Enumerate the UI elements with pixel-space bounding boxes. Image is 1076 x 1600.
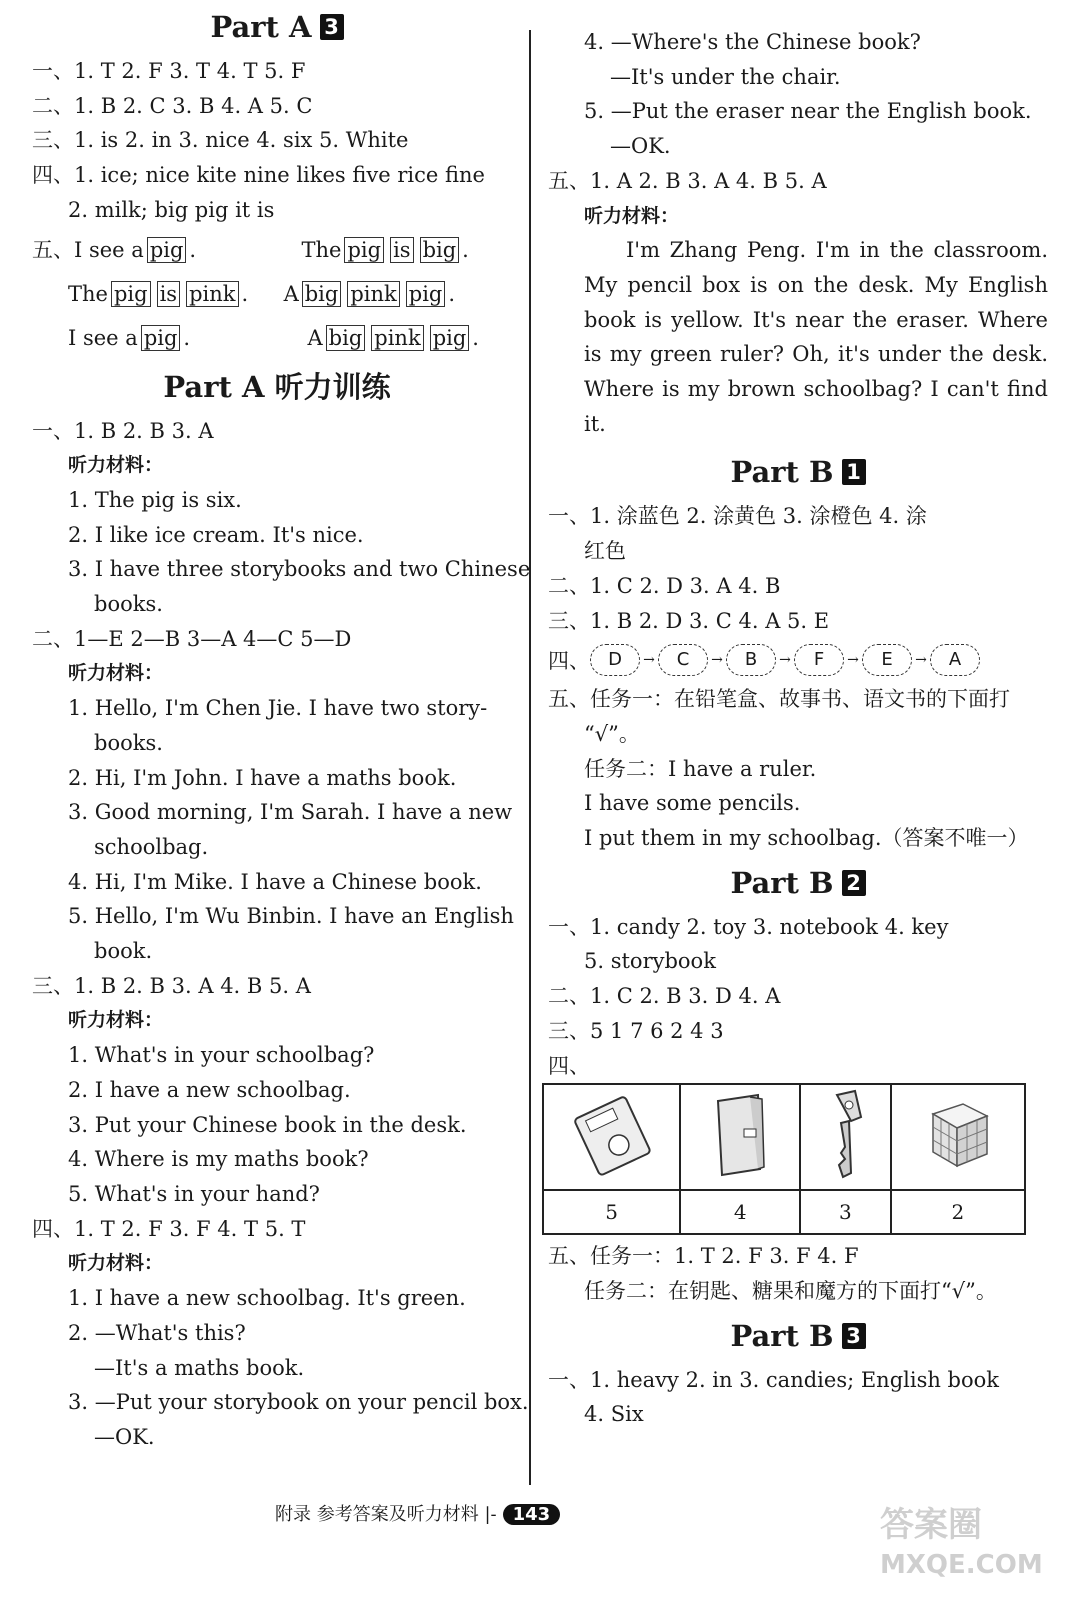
- arrow-icon: →: [915, 652, 927, 669]
- answer-line: 任务二：在钥匙、糖果和魔方的下面打“√”。: [584, 1278, 997, 1303]
- answer-line: 红色: [584, 539, 626, 564]
- arrow-icon: →: [847, 652, 859, 669]
- word-box: pig: [430, 325, 470, 351]
- section-number-badge: 1: [842, 459, 866, 485]
- section-title-part-a-listening: Part A 听力训练: [163, 369, 391, 404]
- word-box: pig: [141, 325, 181, 351]
- answer-line: 三、5 1 7 6 2 4 3: [548, 1018, 724, 1043]
- answer-line: 一、1. candy 2. toy 3. notebook 4. key: [548, 914, 949, 939]
- answer-line: 四、1. T 2. F 3. F 4. T 5. T: [32, 1216, 306, 1241]
- notebook-icon: [680, 1084, 800, 1190]
- answer-line: 三、1. B 2. D 3. C 4. A 5. E: [548, 608, 830, 633]
- section-title-part-a-3: Part A 3: [32, 2, 522, 52]
- sequence-cloud: D: [590, 644, 640, 676]
- answer-line: 四、1. ice; nice kite nine likes five rice fine: [32, 163, 485, 188]
- script-line: 2. I have a new schoolbag.: [68, 1077, 351, 1102]
- answer-line: “√”。: [584, 721, 640, 746]
- picture-number: 4: [680, 1190, 800, 1234]
- word-box: pink: [186, 281, 238, 307]
- material-label: 听力材料：: [68, 1252, 164, 1275]
- word-box: big: [420, 237, 460, 263]
- answer-line: 一、1. 涂蓝色 2. 涂黄色 3. 涂橙色 4. 涂: [548, 504, 927, 529]
- word-box: pig: [406, 281, 446, 307]
- word-box: big: [326, 325, 366, 351]
- answer-line: 二、1. C 2. B 3. D 4. A: [548, 984, 781, 1009]
- answer-line: 五、任务一：在铅笔盒、故事书、语文书的下面打: [548, 687, 1010, 712]
- answer-line: 五、任务一：1. T 2. F 3. F 4. F: [548, 1244, 859, 1269]
- answer-line: I put them in my schoolbag.（答案不唯一）: [584, 826, 1029, 851]
- answer-line: I have some pencils.: [584, 791, 801, 816]
- key-icon: [800, 1084, 891, 1190]
- section-title-part-b-1: Part B 1: [548, 447, 1048, 497]
- script-line: 4. —Where's the Chinese book?: [584, 30, 921, 54]
- page-footer: 附录 参考答案及听力材料 |- 143: [275, 1500, 560, 1526]
- script-line: 3. Put your Chinese book in the desk.: [68, 1112, 467, 1137]
- sequence-flow: 四、 D → C → B → F → E → A: [548, 638, 1048, 682]
- word-box: is: [157, 281, 181, 307]
- script-line: books.: [94, 730, 163, 755]
- script-line: 1. I have a new schoolbag. It's green.: [68, 1286, 466, 1311]
- script-line: 3. —Put your storybook on your pencil box.: [68, 1390, 529, 1415]
- picture-number: 2: [891, 1190, 1025, 1234]
- answer-line: 一、1. heavy 2. in 3. candies; English book: [548, 1367, 1000, 1392]
- script-line: —It's under the chair.: [610, 64, 841, 89]
- answer-line: 任务二：I have a ruler.: [584, 756, 817, 781]
- word-box: pig: [147, 237, 187, 263]
- word-box: pig: [111, 281, 151, 307]
- script-line: 1. The pig is six.: [68, 487, 242, 512]
- answer-line: 五、1. A 2. B 3. A 4. B 5. A: [548, 168, 827, 193]
- answer-line: 二、1—E 2—B 3—A 4—C 5—D: [32, 626, 352, 651]
- word-box: pink: [371, 325, 423, 351]
- picture-number: 5: [543, 1190, 680, 1234]
- word-box: is: [390, 237, 414, 263]
- answer-line: 三、1. is 2. in 3. nice 4. six 5. White: [32, 128, 409, 153]
- script-line: 5. Hello, I'm Wu Binbin. I have an English: [68, 904, 514, 929]
- arrow-icon: →: [779, 652, 791, 669]
- listening-paragraph: I'm Zhang Peng. I'm in the classroom. My pencil box is on the desk. My English book is yellow. It's near the eraser. Where is my green ruler? Oh, it's under the desk. Where is my brown schoolbag? I can't find it.: [584, 238, 1048, 436]
- sequence-cloud: C: [658, 644, 708, 676]
- sequence-cloud: B: [726, 644, 776, 676]
- arrow-icon: →: [643, 652, 655, 669]
- section-title-part-b-3: Part B 3: [548, 1311, 1048, 1361]
- sequence-cloud: F: [794, 644, 844, 676]
- answer-line: 一、1. B 2. B 3. A: [32, 418, 214, 443]
- cube-icon: [891, 1084, 1025, 1190]
- storybook-icon: [543, 1084, 680, 1190]
- script-line: 4. Where is my maths book?: [68, 1147, 369, 1172]
- material-label: 听力材料：: [584, 204, 680, 227]
- word-box: big: [302, 281, 342, 307]
- script-line: 2. I like ice cream. It's nice.: [68, 522, 364, 547]
- sequence-cloud: A: [930, 644, 980, 676]
- sequence-cloud: E: [862, 644, 912, 676]
- word-box: pig: [344, 237, 384, 263]
- material-label: 听力材料：: [68, 1009, 164, 1032]
- answer-line: 二、1. B 2. C 3. B 4. A 5. C: [32, 93, 313, 118]
- picture-table: [542, 1083, 1026, 1235]
- script-line: books.: [94, 592, 163, 617]
- answer-line: 二、1. C 2. D 3. A 4. B: [548, 573, 781, 598]
- arrow-icon: →: [711, 652, 723, 669]
- right-column: [548, 0, 1048, 1432]
- answer-line: 三、1. B 2. B 3. A 4. B 5. A: [32, 973, 311, 998]
- column-divider: [529, 30, 531, 1485]
- script-line: —OK.: [94, 1424, 155, 1449]
- material-label: 听力材料：: [68, 662, 164, 685]
- script-line: 2. Hi, I'm John. I have a maths book.: [68, 765, 457, 790]
- answer-line: 4. Six: [584, 1402, 644, 1427]
- script-line: 3. I have three storybooks and two Chinese: [68, 557, 531, 582]
- answer-line: 5. storybook: [584, 949, 716, 974]
- material-label: 听力材料：: [68, 454, 164, 477]
- picture-number: 3: [800, 1190, 891, 1234]
- script-line: 5. What's in your hand?: [68, 1181, 320, 1206]
- script-line: book.: [94, 939, 153, 964]
- word-box: pink: [347, 281, 399, 307]
- script-line: 5. —Put the eraser near the English book.: [584, 99, 1032, 124]
- boxed-sentences: 五、I see a pig . The pig is big . The pig is pink . A big pink pig . I see a pig . A big pink pig .: [32, 237, 479, 350]
- answer-line: 2. milk; big pig it is: [68, 197, 275, 222]
- watermark-logo: 答案圈 MXQE.COM: [880, 1505, 1043, 1580]
- left-column: [32, 0, 531, 1455]
- section-title-part-b-2: Part B 2: [548, 858, 1048, 908]
- script-line: 2. —What's this?: [68, 1320, 246, 1345]
- page-number: 143: [503, 1504, 561, 1525]
- section-number-badge: 2: [842, 870, 866, 896]
- answer-line: 一、1. T 2. F 3. T 4. T 5. F: [32, 59, 306, 83]
- section-number-badge: 3: [842, 1323, 866, 1349]
- answer-line: 四、: [548, 1053, 590, 1078]
- script-line: 1. Hello, I'm Chen Jie. I have two story-: [68, 696, 488, 721]
- script-line: schoolbag.: [94, 834, 209, 859]
- script-line: 4. Hi, I'm Mike. I have a Chinese book.: [68, 869, 482, 894]
- section-number-badge: 3: [320, 14, 344, 40]
- script-line: 1. What's in your schoolbag?: [68, 1043, 375, 1068]
- script-line: —It's a maths book.: [94, 1355, 305, 1380]
- script-line: 3. Good morning, I'm Sarah. I have a new: [68, 800, 513, 825]
- script-line: —OK.: [610, 134, 671, 159]
